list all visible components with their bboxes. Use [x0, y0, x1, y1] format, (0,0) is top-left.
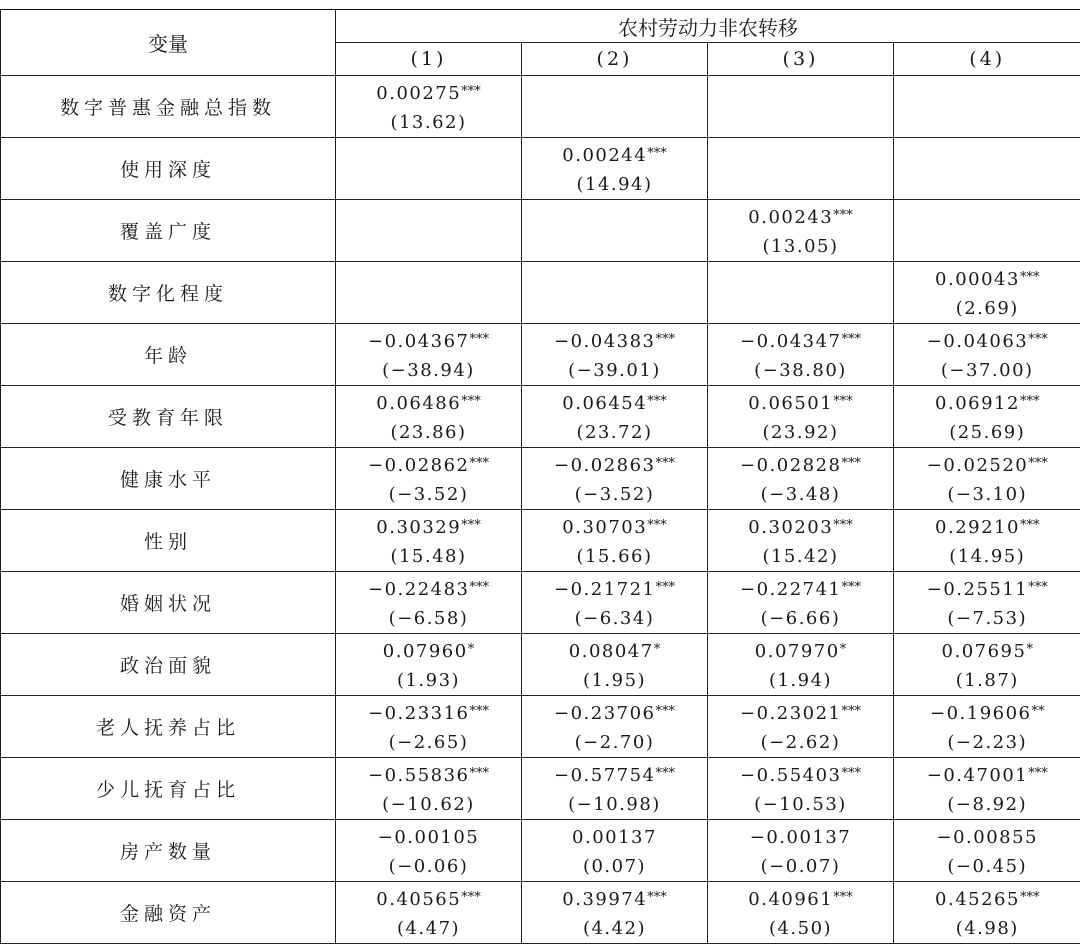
coefficient-line [522, 448, 707, 480]
significance-stars: *** [461, 84, 481, 99]
table-row [1, 696, 1080, 758]
table-cell [522, 386, 708, 448]
variable-label: 年龄 [1, 324, 336, 386]
table-cell [522, 448, 708, 510]
coefficient: −0.04347 [740, 331, 842, 352]
coefficient-line [522, 820, 707, 852]
coefficient: −0.02828 [740, 455, 842, 476]
t-statistic: (4.98) [894, 914, 1080, 943]
coefficient: 0.30203 [748, 517, 833, 538]
table-row [1, 386, 1080, 448]
table-row [1, 882, 1080, 944]
significance-stars: * [840, 642, 847, 657]
coefficient-line [522, 510, 707, 542]
table-cell [894, 634, 1080, 696]
coefficient-line [708, 386, 893, 418]
variable-label: 金融资产 [1, 882, 336, 944]
t-statistic: (−38.94) [336, 356, 521, 385]
t-statistic: (1.95) [522, 666, 707, 695]
coefficient-line [336, 634, 521, 666]
table-cell [708, 572, 894, 634]
coefficient-line [522, 758, 707, 790]
coefficient-line [894, 448, 1080, 480]
significance-stars: *** [461, 394, 481, 409]
coefficient: −0.22483 [368, 579, 470, 600]
table-cell [894, 76, 1080, 138]
coefficient: −0.04383 [554, 331, 656, 352]
coefficient-line [708, 572, 893, 604]
coefficient: −0.23316 [368, 703, 470, 724]
coefficient-line [894, 696, 1080, 728]
table-row [1, 324, 1080, 386]
table-cell [522, 200, 708, 262]
coefficient-line [336, 572, 521, 604]
table-cell [336, 634, 522, 696]
table-cell [894, 572, 1080, 634]
coefficient-line [708, 634, 893, 666]
variable-label: 健康水平 [1, 448, 336, 510]
coefficient: −0.21721 [554, 579, 656, 600]
t-statistic: (1.93) [336, 666, 521, 695]
coefficient-line [708, 820, 893, 852]
coefficient: −0.23706 [554, 703, 656, 724]
coefficient: 0.45265 [935, 889, 1020, 910]
table-cell [708, 386, 894, 448]
coefficient-line [522, 882, 707, 914]
t-statistic: (15.66) [522, 542, 707, 571]
table-cell [894, 882, 1080, 944]
significance-stars: *** [1028, 580, 1048, 595]
t-statistic: (23.86) [336, 418, 521, 447]
t-statistic: (15.42) [708, 542, 893, 571]
coefficient-line [894, 758, 1080, 790]
table-cell [708, 448, 894, 510]
t-statistic: (14.94) [522, 170, 707, 199]
significance-stars: *** [470, 580, 490, 595]
coefficient: 0.39974 [562, 889, 647, 910]
significance-stars: *** [842, 704, 862, 719]
column-number: (1) [336, 43, 522, 76]
variable-label: 使用深度 [1, 138, 336, 200]
t-statistic: (−2.62) [708, 728, 893, 757]
coefficient: 0.40961 [748, 889, 833, 910]
table-row [1, 200, 1080, 262]
coefficient-line [708, 324, 893, 356]
significance-stars: *** [833, 518, 853, 533]
t-statistic: (−10.98) [522, 790, 707, 819]
coefficient: 0.29210 [935, 517, 1020, 538]
significance-stars: *** [842, 766, 862, 781]
header-variable: 变量 [1, 10, 336, 76]
table-row [1, 758, 1080, 820]
t-statistic: (−0.06) [336, 852, 521, 881]
coefficient: −0.02863 [554, 455, 656, 476]
coefficient-line [522, 386, 707, 418]
table-cell [708, 324, 894, 386]
t-statistic: (0.07) [522, 852, 707, 881]
coefficient-line [336, 510, 521, 542]
coefficient: −0.00137 [750, 827, 852, 848]
coefficient: −0.02862 [368, 455, 470, 476]
significance-stars: *** [1020, 394, 1040, 409]
coefficient-line [336, 696, 521, 728]
coefficient-line [336, 758, 521, 790]
regression-table [0, 9, 1080, 944]
table-cell [522, 572, 708, 634]
coefficient-line [336, 882, 521, 914]
coefficient: 0.00275 [376, 83, 461, 104]
significance-stars: *** [470, 766, 490, 781]
significance-stars: * [654, 642, 661, 657]
t-statistic: (−3.48) [708, 480, 893, 509]
t-statistic: (4.47) [336, 914, 521, 943]
coefficient: −0.23021 [740, 703, 842, 724]
coefficient: −0.00105 [378, 827, 480, 848]
table-cell [336, 882, 522, 944]
coefficient: −0.19606 [930, 703, 1032, 724]
variable-label: 婚姻状况 [1, 572, 336, 634]
table-cell [522, 820, 708, 882]
coefficient: −0.04063 [927, 331, 1029, 352]
coefficient: 0.06912 [935, 393, 1020, 414]
significance-stars: *** [461, 890, 481, 905]
table-cell [894, 200, 1080, 262]
significance-stars: *** [1028, 766, 1048, 781]
coefficient-line [708, 882, 893, 914]
coefficient: 0.40565 [376, 889, 461, 910]
table-cell [894, 510, 1080, 572]
significance-stars: *** [470, 704, 490, 719]
variable-label: 数字化程度 [1, 262, 336, 324]
coefficient-line [522, 324, 707, 356]
table-cell [336, 386, 522, 448]
coefficient-line [336, 324, 521, 356]
table-cell [522, 696, 708, 758]
t-statistic: (−39.01) [522, 356, 707, 385]
table-cell [894, 820, 1080, 882]
coefficient-line [336, 448, 521, 480]
header-group: 农村劳动力非农转移 [336, 10, 1080, 43]
column-number: (2) [522, 43, 708, 76]
table-cell [708, 882, 894, 944]
t-statistic: (15.48) [336, 542, 521, 571]
coefficient: −0.55403 [740, 765, 842, 786]
variable-label: 数字普惠金融总指数 [1, 76, 336, 138]
table-cell [708, 634, 894, 696]
table-cell [336, 696, 522, 758]
significance-stars: *** [656, 704, 676, 719]
significance-stars: *** [833, 208, 853, 223]
variable-label: 房产数量 [1, 820, 336, 882]
significance-stars: *** [647, 394, 667, 409]
t-statistic: (25.69) [894, 418, 1080, 447]
coefficient: −0.02520 [927, 455, 1029, 476]
variable-label: 老人抚养占比 [1, 696, 336, 758]
significance-stars: *** [842, 456, 862, 471]
table-cell [522, 138, 708, 200]
coefficient: 0.00137 [572, 827, 657, 848]
significance-stars: *** [470, 456, 490, 471]
significance-stars: *** [656, 456, 676, 471]
t-statistic: (14.95) [894, 542, 1080, 571]
coefficient: 0.07960 [383, 641, 468, 662]
coefficient: 0.07695 [942, 641, 1027, 662]
t-statistic: (−38.80) [708, 356, 893, 385]
significance-stars: * [1026, 642, 1033, 657]
coefficient-line [708, 510, 893, 542]
table-cell [522, 510, 708, 572]
table-cell [336, 138, 522, 200]
table-cell [894, 324, 1080, 386]
table-cell [894, 138, 1080, 200]
significance-stars: *** [461, 518, 481, 533]
coefficient: −0.47001 [927, 765, 1029, 786]
t-statistic: (−8.92) [894, 790, 1080, 819]
significance-stars: *** [647, 890, 667, 905]
table-cell [894, 386, 1080, 448]
coefficient-line [894, 510, 1080, 542]
coefficient: 0.30703 [562, 517, 647, 538]
variable-label: 政治面貌 [1, 634, 336, 696]
table-cell [708, 262, 894, 324]
significance-stars: *** [1028, 456, 1048, 471]
coefficient-line [336, 76, 521, 108]
significance-stars: * [468, 642, 475, 657]
table-cell [336, 758, 522, 820]
variable-label: 受教育年限 [1, 386, 336, 448]
significance-stars: *** [656, 766, 676, 781]
coefficient: 0.07970 [755, 641, 840, 662]
column-number: (3) [708, 43, 894, 76]
significance-stars: *** [842, 580, 862, 595]
t-statistic: (−10.53) [708, 790, 893, 819]
table-row [1, 634, 1080, 696]
coefficient: 0.00043 [935, 269, 1020, 290]
significance-stars: *** [470, 332, 490, 347]
coefficient-line [522, 696, 707, 728]
t-statistic: (−3.10) [894, 480, 1080, 509]
significance-stars: *** [656, 332, 676, 347]
coefficient: −0.04367 [368, 331, 470, 352]
table-cell [336, 572, 522, 634]
t-statistic: (−3.52) [336, 480, 521, 509]
t-statistic: (−10.62) [336, 790, 521, 819]
table-cell [894, 758, 1080, 820]
t-statistic: (4.42) [522, 914, 707, 943]
t-statistic: (1.94) [708, 666, 893, 695]
table-cell [336, 324, 522, 386]
table-cell [336, 448, 522, 510]
coefficient: 0.06501 [748, 393, 833, 414]
table-cell [522, 76, 708, 138]
table-row [1, 448, 1080, 510]
table-cell [708, 820, 894, 882]
table-row [1, 572, 1080, 634]
t-statistic: (−6.34) [522, 604, 707, 633]
coefficient: −0.25511 [927, 579, 1029, 600]
significance-stars: ** [1032, 704, 1045, 719]
coefficient: −0.22741 [740, 579, 842, 600]
significance-stars: *** [656, 580, 676, 595]
t-statistic: (23.92) [708, 418, 893, 447]
coefficient: −0.00855 [936, 827, 1038, 848]
table-cell [894, 696, 1080, 758]
variable-label: 少儿抚育占比 [1, 758, 336, 820]
table-cell [708, 200, 894, 262]
table-row [1, 76, 1080, 138]
coefficient: −0.57754 [554, 765, 656, 786]
t-statistic: (−2.65) [336, 728, 521, 757]
t-statistic: (13.62) [336, 108, 521, 137]
table-cell [708, 696, 894, 758]
significance-stars: *** [833, 394, 853, 409]
coefficient-line [894, 262, 1080, 294]
coefficient-line [894, 882, 1080, 914]
significance-stars: *** [1028, 332, 1048, 347]
coefficient: 0.06486 [376, 393, 461, 414]
t-statistic: (−2.23) [894, 728, 1080, 757]
t-statistic: (−37.00) [894, 356, 1080, 385]
table-cell [522, 634, 708, 696]
significance-stars: *** [833, 890, 853, 905]
coefficient: 0.00243 [748, 207, 833, 228]
table-cell [708, 758, 894, 820]
table-cell [522, 324, 708, 386]
significance-stars: *** [1020, 890, 1040, 905]
table-cell [336, 200, 522, 262]
table-cell [708, 138, 894, 200]
coefficient: −0.55836 [368, 765, 470, 786]
coefficient-line [708, 758, 893, 790]
table-cell [894, 262, 1080, 324]
table-cell [708, 76, 894, 138]
table-cell [336, 262, 522, 324]
significance-stars: *** [1020, 518, 1040, 533]
table-row [1, 138, 1080, 200]
t-statistic: (13.05) [708, 232, 893, 261]
coefficient-line [708, 448, 893, 480]
variable-label: 覆盖广度 [1, 200, 336, 262]
table-row [1, 820, 1080, 882]
table-cell [522, 882, 708, 944]
table-row [1, 262, 1080, 324]
table-cell [894, 448, 1080, 510]
coefficient-line [894, 386, 1080, 418]
variable-label: 性别 [1, 510, 336, 572]
coefficient: 0.06454 [562, 393, 647, 414]
coefficient: 0.00244 [562, 145, 647, 166]
coefficient-line [336, 386, 521, 418]
t-statistic: (−6.66) [708, 604, 893, 633]
coefficient-line [894, 324, 1080, 356]
significance-stars: *** [1020, 270, 1040, 285]
table-row [1, 510, 1080, 572]
significance-stars: *** [842, 332, 862, 347]
t-statistic: (23.72) [522, 418, 707, 447]
coefficient-line [894, 634, 1080, 666]
table-cell [522, 758, 708, 820]
table-body [1, 76, 1080, 944]
significance-stars: *** [647, 518, 667, 533]
table-cell [522, 262, 708, 324]
significance-stars: *** [647, 146, 667, 161]
coefficient-line [336, 820, 521, 852]
coefficient-line [522, 634, 707, 666]
coefficient-line [522, 138, 707, 170]
coefficient-line [708, 200, 893, 232]
t-statistic: (−0.45) [894, 852, 1080, 881]
t-statistic: (−3.52) [522, 480, 707, 509]
table-cell [708, 510, 894, 572]
table-cell [336, 820, 522, 882]
coefficient: 0.08047 [569, 641, 654, 662]
column-number: (4) [894, 43, 1080, 76]
t-statistic: (−7.53) [894, 604, 1080, 633]
coefficient-line [894, 572, 1080, 604]
t-statistic: (−6.58) [336, 604, 521, 633]
t-statistic: (4.50) [708, 914, 893, 943]
coefficient-line [708, 696, 893, 728]
t-statistic: (2.69) [894, 294, 1080, 323]
table-cell [336, 510, 522, 572]
t-statistic: (1.87) [894, 666, 1080, 695]
coefficient-line [894, 820, 1080, 852]
table-cell [336, 76, 522, 138]
coefficient: 0.30329 [376, 517, 461, 538]
t-statistic: (−0.07) [708, 852, 893, 881]
coefficient-line [522, 572, 707, 604]
t-statistic: (−2.70) [522, 728, 707, 757]
